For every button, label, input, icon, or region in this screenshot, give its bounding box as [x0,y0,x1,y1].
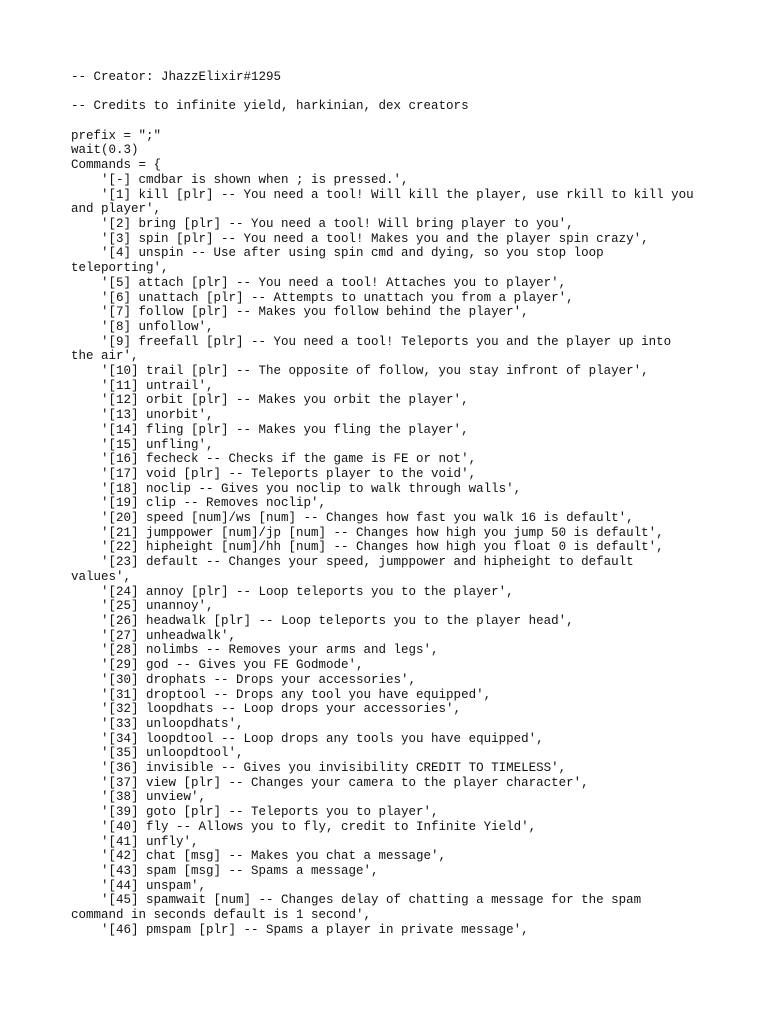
code-line: '[28] nolimbs -- Removes your arms and legs', [71,643,439,658]
code-line: wait(0.3) [71,143,139,158]
code-line: '[-] cmdbar is shown when ; is pressed.', [71,172,409,187]
code-line: '[41] unfly', [71,834,199,849]
code-line [71,85,711,100]
code-line: '[12] orbit [plr] -- Makes you orbit the player', [71,393,469,408]
code-line: '[43] spam [msg] -- Spams a message', [71,863,379,878]
code-line: '[33] unloopdhats', [71,716,244,731]
code-line: '[25] unannoy', [71,599,214,614]
code-line: -- Credits to infinite yield, harkinian, dex creators [71,99,469,114]
code-listing [71,70,711,937]
code-line: '[9] freefall [plr] -- You need a tool! Teleports you and the player up into [71,334,672,349]
code-line: and player', [71,202,162,217]
code-line: '[23] default -- Changes your speed, jumppower and hipheight to default [71,555,634,570]
code-line: '[10] trail [plr] -- The opposite of follow, you stay infront of player', [71,364,649,379]
code-line: '[1] kill [plr] -- You need a tool! Will kill the player, use rkill to kill you [71,187,694,202]
code-line: Commands = { [71,158,162,173]
code-line: '[46] pmspam [plr] -- Spams a player in private message', [71,922,529,937]
code-line: '[2] bring [plr] -- You need a tool! Will bring player to you', [71,217,574,231]
code-line [71,114,711,129]
code-line: '[17] void [plr] -- Teleports player to the void', [71,466,477,481]
code-line: '[20] speed [num]/ws [num] -- Changes how fast you walk 16 is default', [71,511,634,526]
code-line: the air', [71,349,139,364]
code-line: '[15] unfling', [71,437,214,452]
code-line: '[11] untrail', [71,378,214,393]
code-line: '[44] unspam', [71,878,207,893]
code-line: '[22] hipheight [num]/hh [num] -- Changes how high you float 0 is default', [71,540,664,555]
code-line: '[40] fly -- Allows you to fly, credit to Infinite Yield', [71,819,537,834]
code-line: '[16] fecheck -- Checks if the game is FE or not', [71,452,477,467]
code-line: '[29] god -- Gives you FE Godmode', [71,658,364,673]
code-line: '[5] attach [plr] -- You need a tool! Attaches you to player', [71,275,567,290]
code-line: '[37] view [plr] -- Changes your camera to the player character', [71,775,589,790]
code-line: '[35] unloopdtool', [71,746,244,761]
code-line: '[14] fling [plr] -- Makes you fling the player', [71,422,469,437]
code-line: '[13] unorbit', [71,408,214,423]
code-line: '[27] unheadwalk', [71,628,237,643]
code-line: '[21] jumppower [num]/jp [num] -- Changes how high you jump 50 is default', [71,525,664,540]
code-line: '[24] annoy [plr] -- Loop teleports you to the player', [71,584,514,599]
code-line: '[36] invisible -- Gives you invisibility CREDIT TO TIMELESS', [71,761,567,776]
code-line: -- Creator: JhazzElixir#1295 [71,70,282,84]
code-line: '[4] unspin -- Use after using spin cmd and dying, so you stop loop [71,246,604,261]
code-line: '[26] headwalk [plr] -- Loop teleports you to the player head', [71,613,574,628]
code-line: '[39] goto [plr] -- Teleports you to player', [71,805,439,820]
code-line: '[34] loopdtool -- Loop drops any tools you have equipped', [71,731,544,746]
code-line: '[8] unfollow', [71,319,214,334]
code-line: '[38] unview', [71,790,207,805]
code-line: '[6] unattach [plr] -- Attempts to unattach you from a player', [71,290,574,305]
code-line: command in seconds default is 1 second', [71,908,372,923]
code-line: '[3] spin [plr] -- You need a tool! Makes you and the player spin crazy', [71,231,649,246]
code-line: '[30] drophats -- Drops your accessories', [71,672,417,687]
code-line: '[42] chat [msg] -- Makes you chat a message', [71,849,447,864]
code-line: '[18] noclip -- Gives you noclip to walk through walls', [71,481,522,496]
code-line: '[19] clip -- Removes noclip', [71,496,327,511]
code-line: '[31] droptool -- Drops any tool you have equipped', [71,687,492,702]
code-line: prefix = ";" [71,128,162,143]
code-line: '[45] spamwait [num] -- Changes delay of chatting a message for the spam [71,893,642,908]
code-line: '[7] follow [plr] -- Makes you follow behind the player', [71,305,529,320]
code-line: '[32] loopdhats -- Loop drops your accessories', [71,702,462,717]
code-line: teleporting', [71,261,169,276]
code-line: values', [71,569,132,584]
